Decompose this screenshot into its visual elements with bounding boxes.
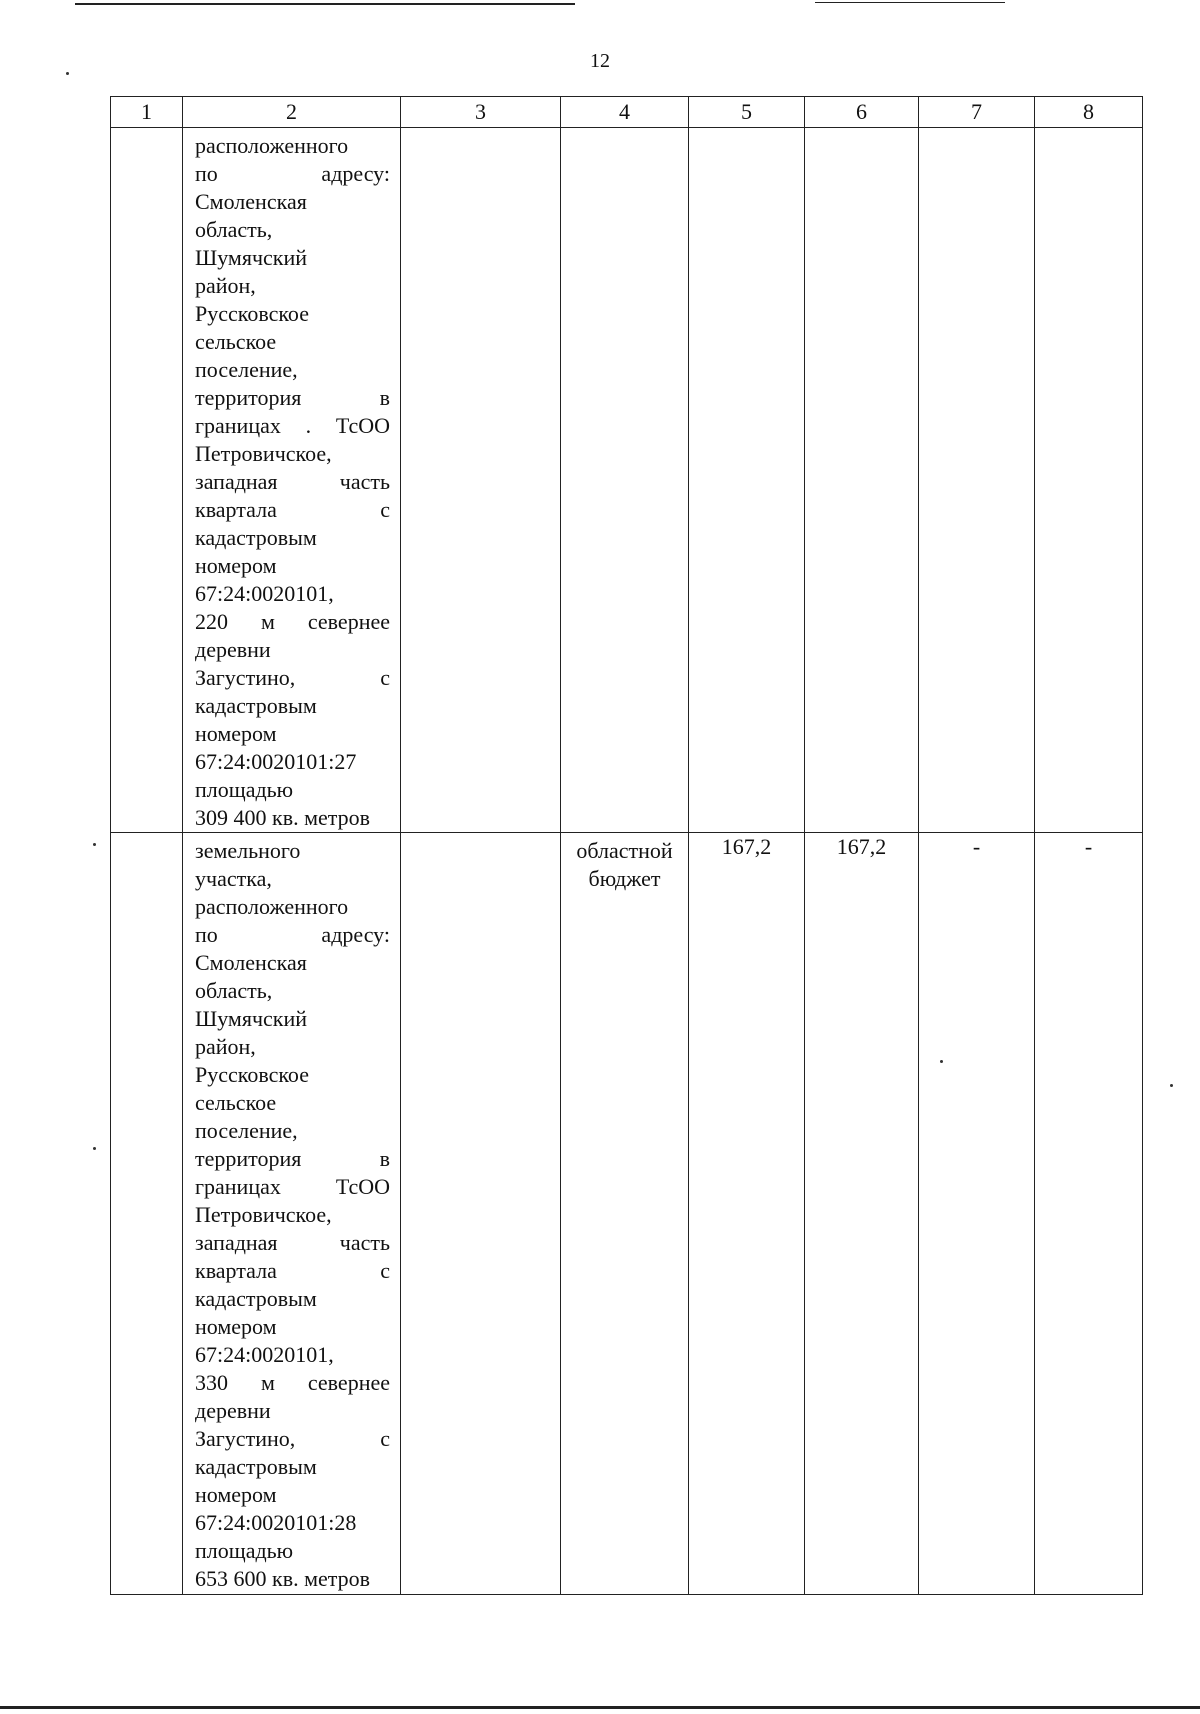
header-row <box>111 97 1143 128</box>
description-line: номером <box>195 1482 277 1507</box>
description-text <box>183 833 400 1593</box>
description-line: 67:24:0020101:27 <box>195 749 357 774</box>
table-row <box>111 833 1143 1595</box>
scan-bottom-line <box>0 1706 1200 1709</box>
description-line: границах . ТсОО <box>195 413 390 438</box>
row-number-cell <box>111 128 183 833</box>
description-line: номером <box>195 1314 277 1339</box>
description-line: Руссковское <box>195 301 309 326</box>
funding-source-cell <box>561 128 689 833</box>
description-line: территория в <box>195 1146 390 1171</box>
col3-cell <box>401 833 561 1595</box>
funding-source-text <box>561 833 688 893</box>
header-cell: 2 <box>183 97 401 128</box>
description-line: область, <box>195 217 273 242</box>
funding-source-cell <box>561 833 689 1595</box>
description-line: квартала с <box>195 497 390 522</box>
description-line: номером <box>195 553 277 578</box>
description-line: деревни <box>195 637 271 662</box>
scan-top-line-right <box>815 2 1005 3</box>
description-line: Шумячский <box>195 245 308 270</box>
header-cell: 8 <box>1035 97 1143 128</box>
description-line: 67:24:0020101:28 <box>195 1510 357 1535</box>
table-row <box>111 128 1143 833</box>
header-cell: 4 <box>561 97 689 128</box>
description-line: район, <box>195 1034 256 1059</box>
description-line: Петровичское, <box>195 441 332 466</box>
description-line: 330 м севернее <box>195 1370 390 1395</box>
value-col6-cell <box>805 128 919 833</box>
description-line: 309 400 кв. метров <box>195 805 371 830</box>
description-line: Загустино, с <box>195 1426 390 1451</box>
description-line: 653 600 кв. метров <box>195 1566 371 1591</box>
description-line: Смоленская <box>195 189 307 214</box>
funding-source-line: областной <box>576 838 673 863</box>
funding-source-line: бюджет <box>588 866 661 891</box>
description-line: Петровичское, <box>195 1202 332 1227</box>
description-line: 67:24:0020101, <box>195 1342 334 1367</box>
value-col6-cell: 167,2 <box>805 833 919 1595</box>
description-line: квартала с <box>195 1258 390 1283</box>
description-line: кадастровым <box>195 1454 317 1479</box>
description-line: расположенного <box>195 894 349 919</box>
value-col7-cell <box>919 128 1035 833</box>
description-line: Загустино, с <box>195 665 390 690</box>
row-number-cell <box>111 833 183 1595</box>
description-line: площадью <box>195 777 294 802</box>
description-cell <box>183 128 401 833</box>
value-col5-cell: 167,2 <box>689 833 805 1595</box>
value-col8-cell <box>1035 128 1143 833</box>
description-line: район, <box>195 273 256 298</box>
scan-speck <box>93 843 96 846</box>
value-col5-cell <box>689 128 805 833</box>
description-line: западная часть <box>195 469 390 494</box>
description-line: Шумячский <box>195 1006 308 1031</box>
value-col8-cell: - <box>1035 833 1143 1595</box>
page-number: 12 <box>590 50 610 72</box>
data-table <box>110 96 1143 1595</box>
description-line: Руссковское <box>195 1062 309 1087</box>
description-line: кадастровым <box>195 693 317 718</box>
col3-cell <box>401 128 561 833</box>
header-cell: 5 <box>689 97 805 128</box>
description-line: кадастровым <box>195 1286 317 1311</box>
description-text <box>183 128 400 832</box>
description-line: по адресу: <box>195 161 390 186</box>
description-line: сельское <box>195 329 277 354</box>
description-line: территория в <box>195 385 390 410</box>
description-line: область, <box>195 978 273 1003</box>
description-line: земельного <box>195 838 301 863</box>
description-line: площадью <box>195 1538 294 1563</box>
description-line: деревни <box>195 1398 271 1423</box>
description-cell <box>183 833 401 1595</box>
value-col7-cell: - <box>919 833 1035 1595</box>
description-line: 220 м севернее <box>195 609 390 634</box>
header-cell: 6 <box>805 97 919 128</box>
header-cell: 1 <box>111 97 183 128</box>
scan-speck <box>1170 1084 1173 1087</box>
description-line: поселение, <box>195 1118 298 1143</box>
funding-source-text <box>561 128 688 132</box>
description-line: номером <box>195 721 277 746</box>
description-line: по адресу: <box>195 922 390 947</box>
description-line: Смоленская <box>195 950 307 975</box>
description-line: западная часть <box>195 1230 390 1255</box>
header-cell: 3 <box>401 97 561 128</box>
description-line: кадастровым <box>195 525 317 550</box>
description-line: границах ТсОО <box>195 1174 390 1199</box>
header-cell: 7 <box>919 97 1035 128</box>
scan-speck <box>93 1147 96 1150</box>
description-line: сельское <box>195 1090 277 1115</box>
description-line: поселение, <box>195 357 298 382</box>
description-line: 67:24:0020101, <box>195 581 334 606</box>
description-line: расположенного <box>195 133 349 158</box>
description-line: участка, <box>195 866 272 891</box>
scan-top-line-left <box>75 3 575 5</box>
